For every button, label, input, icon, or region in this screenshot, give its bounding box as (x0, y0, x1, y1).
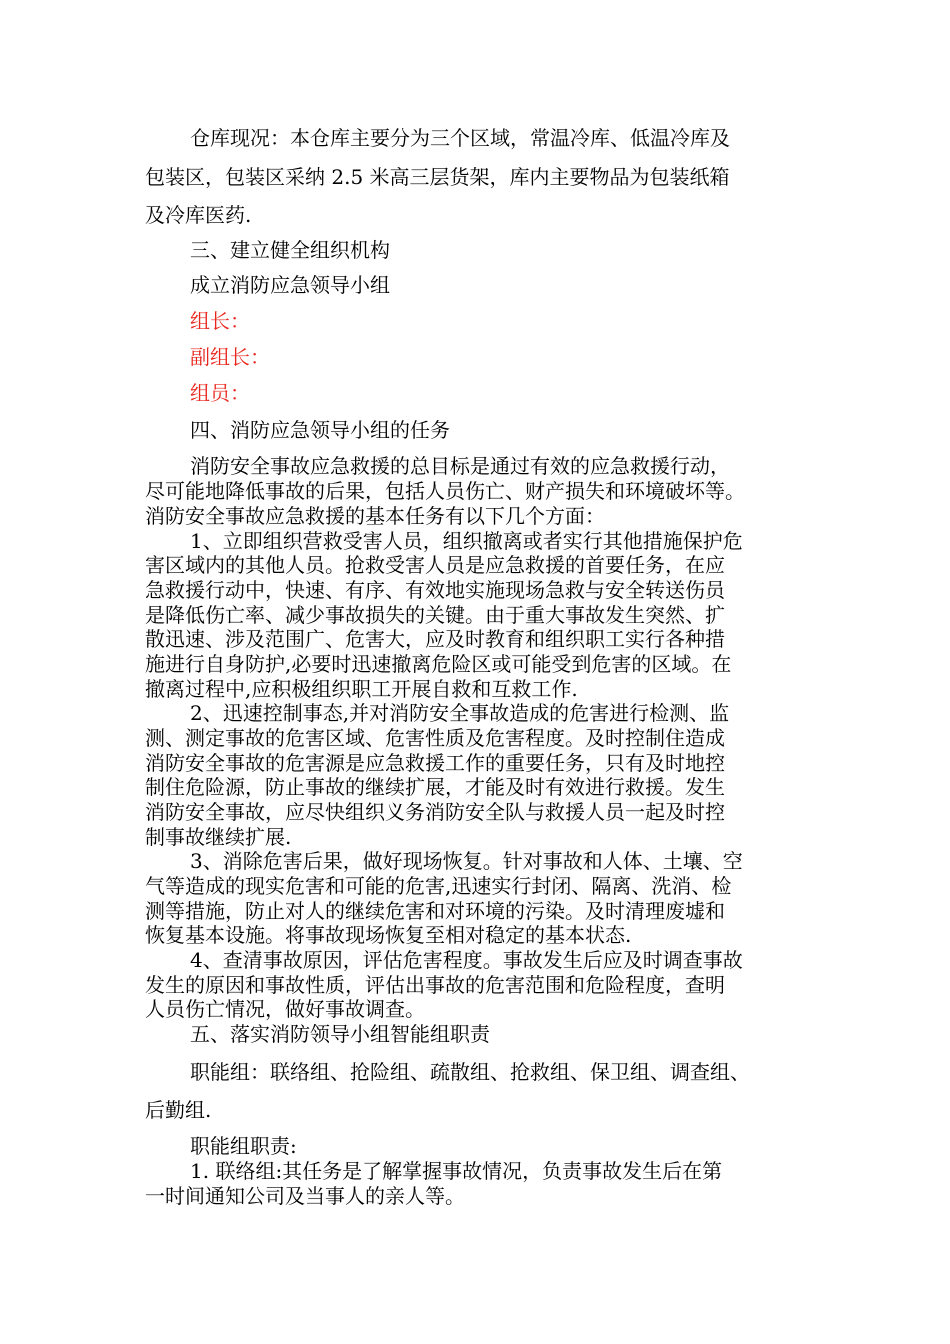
item-2-line-3: 消防安全事故的危害源是应急救援工作的重要任务，只有及时地控 (145, 751, 725, 775)
section-4-heading: 四、消防应急领导小组的任务 (190, 418, 450, 442)
warehouse-line-2: 包装区，包装区采纳 2.5 米高三层货架，库内主要物品为包装纸箱 (145, 165, 730, 189)
duty-1-line-2: 一时间通知公司及当事人的亲人等。 (145, 1184, 465, 1208)
groups-line-2: 后勤组. (145, 1098, 212, 1122)
duties-title: 职能组职责: (190, 1134, 297, 1158)
intro-line-3: 消防安全事故应急救援的基本任务有以下几个方面： (145, 504, 605, 528)
section-3-heading: 三、建立健全组织机构 (190, 238, 390, 262)
intro-line-1: 消防安全事故应急救援的总目标是通过有效的应急救援行动， (190, 454, 730, 478)
intro-line-2: 尽可能地降低事故的后果，包括人员伤亡、财产损失和环境破坏等。 (145, 479, 745, 503)
item-1-line-5: 散迅速、涉及范围广、危害大，应及时教育和组织职工实行各种措 (145, 627, 725, 651)
section-3-subheading: 成立消防应急领导小组 (190, 273, 390, 297)
warehouse-line-3: 及冷库医药. (145, 203, 252, 227)
item-4-line-1: 4、查清事故原因，评估危害程度。事故发生后应及时调查事故 (190, 948, 743, 972)
warehouse-line-1: 仓库现况：本仓库主要分为三个区域，常温冷库、低温冷库及 (190, 126, 730, 150)
item-3-line-2: 气等造成的现实危害和可能的危害,迅速实行封闭、隔离、洗消、检 (145, 874, 732, 898)
item-2-line-2: 测、测定事故的危害区域、危害性质及危害程度。及时控制住造成 (145, 726, 725, 750)
item-3-line-1: 3、消除危害后果，做好现场恢复。针对事故和人体、土壤、空 (190, 849, 743, 873)
item-2-line-5: 消防安全事故，应尽快组织义务消防安全队与救援人员一起及时控 (145, 800, 725, 824)
groups-line-1: 职能组：联络组、抢险组、疏散组、抢救组、保卫组、调查组、 (190, 1060, 750, 1084)
leader-label: 组长： (190, 309, 250, 333)
item-3-line-3: 测等措施，防止对人的继续危害和对环境的污染。及时清理废墟和 (145, 899, 725, 923)
item-4-line-3: 人员伤亡情况，做好事故调查。 (145, 997, 425, 1021)
item-1-line-7: 撤离过程中,应积极组织职工开展自救和互救工作. (145, 677, 578, 701)
item-2-line-1: 2、迅速控制事态,并对消防安全事故造成的危害进行检测、监 (190, 701, 730, 725)
item-2-line-4: 制住危险源，防止事故的继续扩展，才能及时有效进行救援。发生 (145, 775, 725, 799)
members-label: 组员： (190, 381, 250, 405)
deputy-leader-label: 副组长： (190, 345, 270, 369)
item-1-line-2: 害区域内的其他人员。抢救受害人员是应急救援的首要任务，在应 (145, 553, 725, 577)
item-1-line-1: 1、立即组织营救受害人员，组织撤离或者实行其他措施保护危 (190, 529, 743, 553)
section-5-heading: 五、落实消防领导小组智能组职责 (190, 1022, 490, 1046)
duty-1-line-1: 1. 联络组:其任务是了解掌握事故情况，负责事故发生后在第 (190, 1159, 723, 1183)
item-1-line-4: 是降低伤亡率、减少事故损失的关键。由于重大事故发生突然、扩 (145, 603, 725, 627)
item-4-line-2: 发生的原因和事故性质，评估出事故的危害范围和危险程度，查明 (145, 973, 725, 997)
item-1-line-6: 施进行自身防护,必要时迅速撤离危险区或可能受到危害的区域。在 (145, 652, 732, 676)
item-2-line-6: 制事故继续扩展. (145, 825, 292, 849)
item-1-line-3: 急救援行动中，快速、有序、有效地实施现场急救与安全转送伤员 (145, 578, 725, 602)
item-3-line-4: 恢复基本设施。将事故现场恢复至相对稳定的基本状态. (145, 923, 632, 947)
